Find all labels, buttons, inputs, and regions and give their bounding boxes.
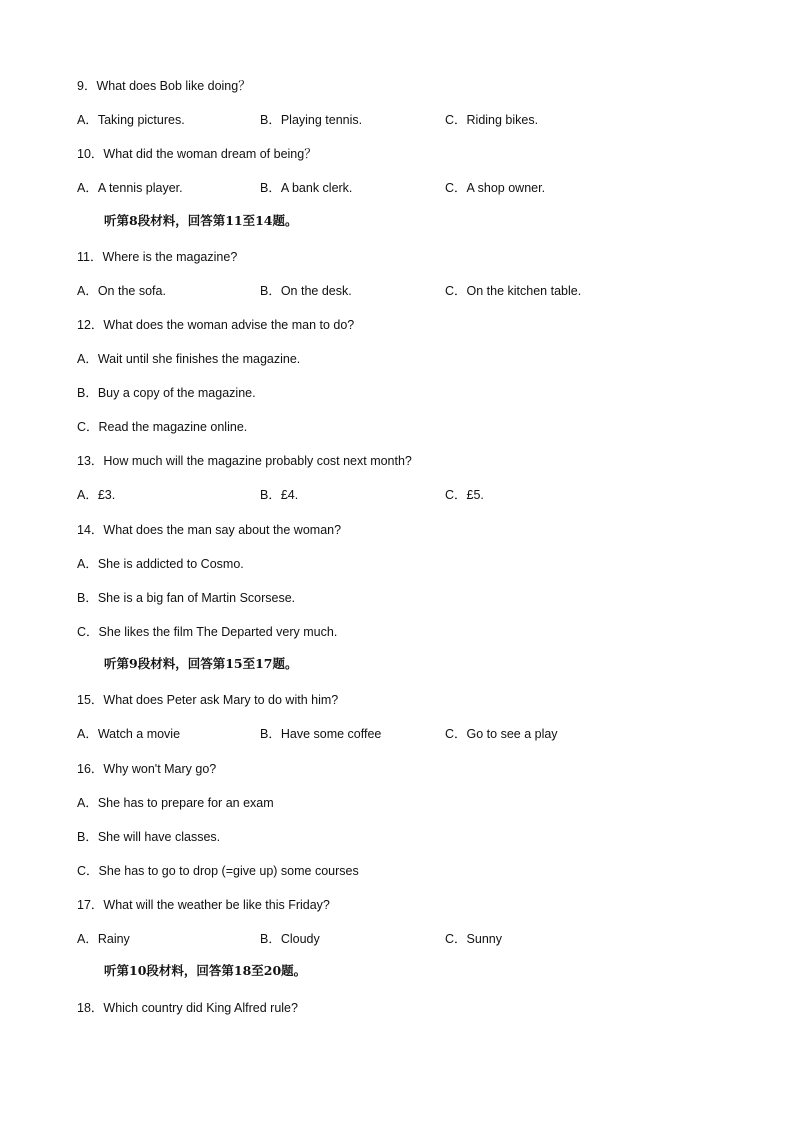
question-10: 10．What did the woman dream of being？	[77, 147, 317, 161]
section-instruction-9: 听第9段材料，回答第15至17题。	[104, 656, 298, 671]
question-18: 18．Which country did King Alfred rule?	[77, 1001, 298, 1015]
option-b: B．Have some coffee	[260, 727, 382, 741]
question-10-options	[77, 180, 717, 196]
question-12: 12．What does the woman advise the man to do?	[77, 318, 355, 332]
option-c: C．£5.	[445, 488, 484, 502]
question-14-option-b: B．She is a big fan of Martin Scorsese.	[77, 591, 296, 605]
option-c: C．On the kitchen table.	[445, 284, 582, 298]
question-12-option-a: A．Wait until she finishes the magazine.	[77, 352, 301, 366]
question-9: 9．What does Bob like doing？	[77, 79, 251, 93]
option-b: B．Playing tennis.	[260, 113, 363, 127]
option-c: C．Riding bikes.	[445, 113, 539, 127]
option-b: B．£4.	[260, 488, 299, 502]
question-15: 15．What does Peter ask Mary to do with him?	[77, 693, 339, 707]
question-14-option-c: C．She likes the film The Departed very much.	[77, 625, 338, 639]
question-12-option-b: B．Buy a copy of the magazine.	[77, 386, 256, 400]
question-16-option-b: B．She will have classes.	[77, 830, 221, 844]
option-c: C．Sunny	[445, 932, 502, 946]
question-16: 16．Why won't Mary go?	[77, 762, 217, 776]
option-b: B．Cloudy	[260, 932, 320, 946]
option-a: A．On the sofa.	[77, 284, 166, 298]
question-11-options	[77, 283, 717, 299]
option-a: A．£3.	[77, 488, 116, 502]
option-c: C．Go to see a play	[445, 727, 558, 741]
option-a: A．A tennis player.	[77, 181, 183, 195]
question-16-option-a: A．She has to prepare for an exam	[77, 796, 274, 810]
option-a: A．Rainy	[77, 932, 130, 946]
section-instruction-10: 听第10段材料，回答第18至20题。	[104, 963, 307, 978]
option-b: B．On the desk.	[260, 284, 352, 298]
question-15-options	[77, 726, 717, 742]
question-9-options	[77, 112, 717, 128]
question-13: 13．How much will the magazine probably cost next month?	[77, 454, 412, 468]
option-a: A．Taking pictures.	[77, 113, 185, 127]
option-c: C．A shop owner.	[445, 181, 546, 195]
question-14: 14．What does the man say about the woman?	[77, 523, 342, 537]
question-11: 11．Where is the magazine?	[77, 250, 238, 264]
question-16-option-c: C．She has to go to drop (=give up) some courses	[77, 864, 359, 878]
question-14-option-a: A．She is addicted to Cosmo.	[77, 557, 244, 571]
option-a: A．Watch a movie	[77, 727, 181, 741]
question-13-options	[77, 487, 717, 503]
question-17: 17．What will the weather be like this Friday?	[77, 898, 330, 912]
question-12-option-c: C．Read the magazine online.	[77, 420, 248, 434]
option-b: B．A bank clerk.	[260, 181, 353, 195]
question-17-options	[77, 931, 717, 947]
section-instruction-8: 听第8段材料，回答第11至14题。	[104, 213, 298, 228]
